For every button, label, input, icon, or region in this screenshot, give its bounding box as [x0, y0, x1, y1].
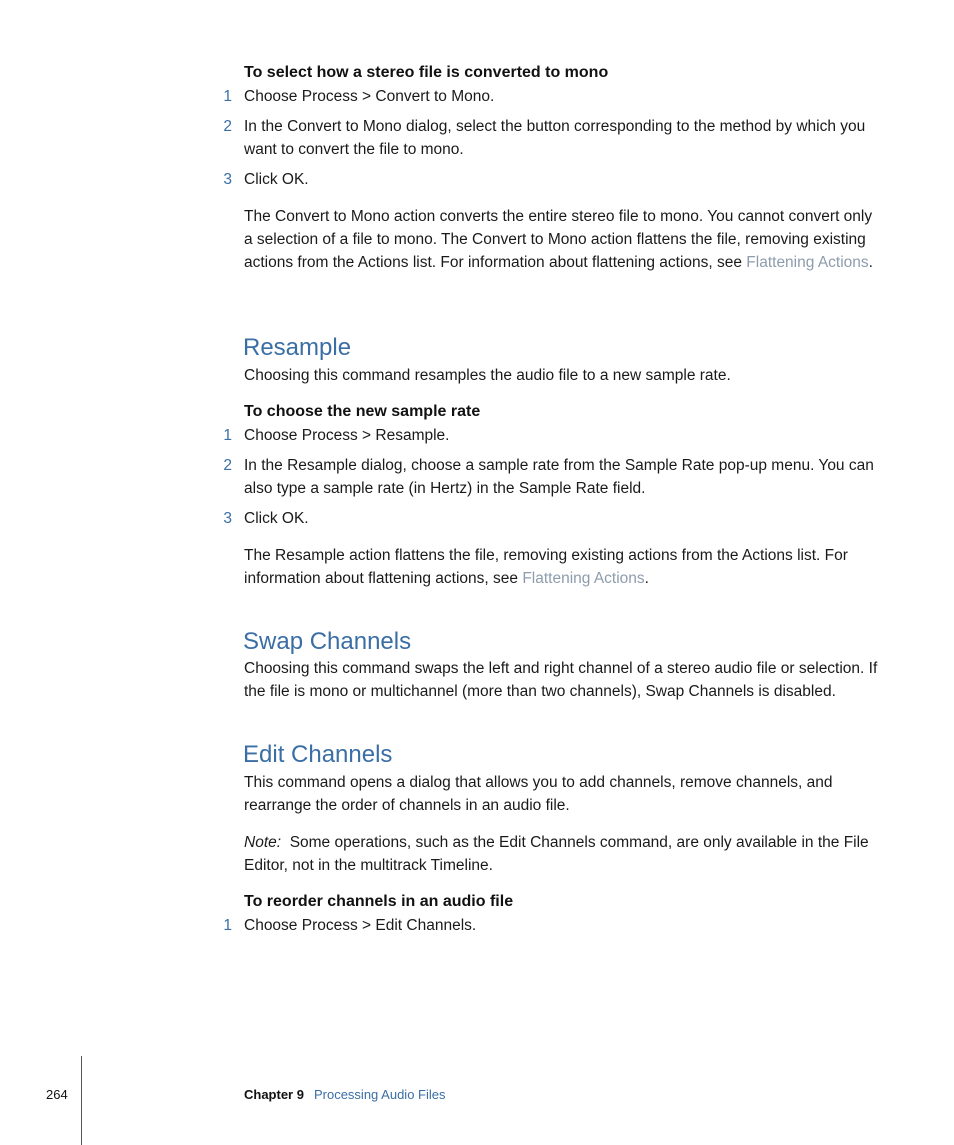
note-label: Note:	[244, 834, 282, 851]
paragraph-end: .	[644, 570, 649, 587]
step-number: 2	[223, 457, 232, 474]
step-number: 1	[223, 917, 232, 934]
paragraph-text: The Convert to Mono action converts the entire stereo file to mono. You cannot convert only a selection of a file to mono. The Convert to Mono action flattens the file, removing existing actions from the Actions list. For information about flattening actions, see	[244, 208, 873, 271]
edit-channels-intro: This command opens a dialog that allows you to add channels, remove channels, and rearrange the order of channels in an audio file.	[244, 774, 833, 814]
step-text: Click OK.	[244, 510, 309, 527]
subhead-reorder-channels: To reorder channels in an audio file	[244, 893, 514, 910]
paragraph-end: .	[868, 254, 873, 271]
footer-divider	[81, 1056, 82, 1145]
resample-intro: Choosing this command resamples the audio file to a new sample rate.	[244, 367, 731, 384]
resample-paragraph	[244, 544, 884, 590]
step-text: Click OK.	[244, 171, 309, 188]
step-number: 3	[223, 171, 232, 188]
convert-to-mono-paragraph	[244, 205, 884, 274]
chapter-title-link[interactable]: Processing Audio Files	[313, 1087, 446, 1102]
page-number: 264	[46, 1087, 68, 1102]
step-text: In the Convert to Mono dialog, select the button corresponding to the method by which you want to convert the file to mono.	[244, 118, 866, 158]
flattening-actions-link[interactable]: Flattening Actions	[746, 254, 869, 271]
heading-swap-channels: Swap Channels	[243, 628, 412, 655]
step-number: 2	[223, 118, 232, 135]
flattening-actions-link[interactable]: Flattening Actions	[522, 570, 645, 587]
swap-channels-intro: Choosing this command swaps the left and right channel of a stereo audio file or selection. If the file is mono or multichannel (more than two channels), Swap Channels is disabled.	[244, 660, 878, 700]
step-number: 3	[223, 510, 232, 527]
paragraph-text: The Resample action flattens the file, removing existing actions from the Actions list. For information about flattening actions, see	[244, 547, 848, 587]
step-number: 1	[223, 427, 232, 444]
footer-chapter	[244, 1087, 445, 1103]
subhead-choose-sample-rate: To choose the new sample rate	[244, 403, 481, 420]
subhead-convert-to-mono: To select how a stereo file is converted to mono	[244, 64, 609, 81]
step-text: Choose Process > Resample.	[244, 427, 450, 444]
step-number: 1	[223, 88, 232, 105]
heading-edit-channels: Edit Channels	[243, 741, 393, 768]
step-text: Choose Process > Convert to Mono.	[244, 88, 495, 105]
heading-resample: Resample	[243, 334, 352, 361]
chapter-label: Chapter 9	[244, 1087, 304, 1102]
step-text: In the Resample dialog, choose a sample rate from the Sample Rate pop-up menu. You can also type a sample rate (in Hertz) in the Sample Rate field.	[244, 457, 874, 497]
step-text: Choose Process > Edit Channels.	[244, 917, 477, 934]
note-text: Some operations, such as the Edit Channels command, are only available in the File Editor, not in the multitrack Timeline.	[244, 834, 869, 874]
note-paragraph	[244, 831, 884, 877]
